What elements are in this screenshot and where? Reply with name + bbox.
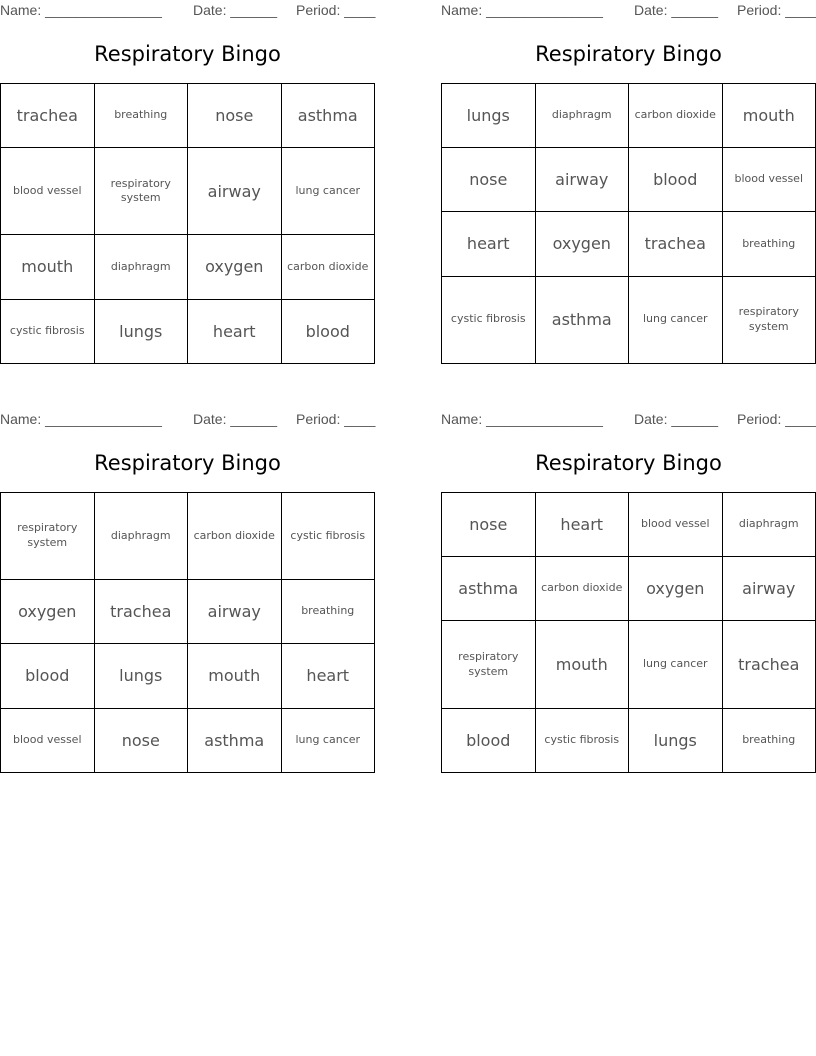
bingo-cell: breathing	[722, 212, 816, 276]
bingo-cell: carbon dioxide	[535, 557, 629, 621]
bingo-cell: blood vessel	[1, 148, 95, 235]
bingo-cell: heart	[281, 644, 375, 708]
bingo-cell: airway	[188, 580, 282, 644]
student-info-row	[441, 2, 816, 20]
bingo-cell: oxygen	[1, 580, 95, 644]
bingo-cell: blood	[281, 299, 375, 363]
bingo-cell: heart	[188, 299, 282, 363]
bingo-grid	[441, 492, 816, 773]
bingo-cell: respiratory system	[1, 493, 95, 580]
bingo-cell: lung cancer	[281, 148, 375, 235]
student-info-row	[0, 411, 380, 429]
bingo-cell: diaphragm	[94, 235, 188, 299]
period-label: Period: ____	[296, 411, 376, 427]
bingo-cell: heart	[442, 212, 536, 276]
name-label: Name: _______________	[0, 2, 162, 18]
bingo-cell: carbon dioxide	[629, 84, 723, 148]
bingo-cell: asthma	[442, 557, 536, 621]
bingo-cell: lung cancer	[281, 708, 375, 772]
bingo-cell: heart	[535, 493, 629, 557]
bingo-cell: blood vessel	[722, 148, 816, 212]
name-label: Name: _______________	[441, 411, 603, 427]
bingo-cell: breathing	[94, 84, 188, 148]
bingo-cell: airway	[535, 148, 629, 212]
bingo-cell: lung cancer	[629, 276, 723, 363]
bingo-cell: airway	[722, 557, 816, 621]
bingo-cell: diaphragm	[535, 84, 629, 148]
bingo-cell: blood	[629, 148, 723, 212]
date-label: Date: ______	[634, 411, 719, 427]
period-label: Period: ____	[737, 2, 816, 18]
bingo-cell: asthma	[535, 276, 629, 363]
bingo-cell: breathing	[722, 708, 816, 772]
bingo-cell: nose	[94, 708, 188, 772]
bingo-cell: oxygen	[535, 212, 629, 276]
bingo-grid	[441, 83, 816, 364]
bingo-cell: nose	[188, 84, 282, 148]
bingo-cell: mouth	[535, 621, 629, 708]
bingo-cell: lungs	[94, 644, 188, 708]
bingo-cell: oxygen	[629, 557, 723, 621]
bingo-grid	[0, 83, 375, 364]
date-label: Date: ______	[634, 2, 719, 18]
card-title: Respiratory Bingo	[94, 451, 281, 475]
bingo-cell: trachea	[722, 621, 816, 708]
period-label: Period: ____	[737, 411, 816, 427]
date-label: Date: ______	[193, 2, 278, 18]
card-title: Respiratory Bingo	[94, 42, 281, 66]
bingo-cell: carbon dioxide	[281, 235, 375, 299]
bingo-cell: diaphragm	[722, 493, 816, 557]
bingo-cell: mouth	[1, 235, 95, 299]
bingo-cell: asthma	[281, 84, 375, 148]
student-info-row	[441, 411, 816, 429]
bingo-cell: blood	[1, 644, 95, 708]
bingo-cell: mouth	[188, 644, 282, 708]
bingo-cell: trachea	[629, 212, 723, 276]
bingo-cell: oxygen	[188, 235, 282, 299]
bingo-cell: nose	[442, 493, 536, 557]
bingo-cell: diaphragm	[94, 493, 188, 580]
bingo-cell: respiratory system	[722, 276, 816, 363]
bingo-cell: nose	[442, 148, 536, 212]
bingo-cell: lungs	[629, 708, 723, 772]
bingo-cell: lungs	[94, 299, 188, 363]
name-label: Name: _______________	[441, 2, 603, 18]
bingo-cell: blood vessel	[629, 493, 723, 557]
card-title: Respiratory Bingo	[535, 42, 722, 66]
bingo-cell: breathing	[281, 580, 375, 644]
bingo-cell: cystic fibrosis	[1, 299, 95, 363]
bingo-cell: respiratory system	[442, 621, 536, 708]
student-info-row	[0, 2, 380, 20]
bingo-cell: respiratory system	[94, 148, 188, 235]
bingo-cell: blood	[442, 708, 536, 772]
bingo-cell: blood vessel	[1, 708, 95, 772]
bingo-cell: lungs	[442, 84, 536, 148]
bingo-cell: trachea	[94, 580, 188, 644]
bingo-cell: trachea	[1, 84, 95, 148]
bingo-cell: mouth	[722, 84, 816, 148]
bingo-cell: asthma	[188, 708, 282, 772]
bingo-cell: cystic fibrosis	[535, 708, 629, 772]
bingo-cell: cystic fibrosis	[442, 276, 536, 363]
bingo-cell: carbon dioxide	[188, 493, 282, 580]
date-label: Date: ______	[193, 411, 278, 427]
bingo-cell: lung cancer	[629, 621, 723, 708]
card-title: Respiratory Bingo	[535, 451, 722, 475]
period-label: Period: ____	[296, 2, 376, 18]
bingo-cell: airway	[188, 148, 282, 235]
name-label: Name: _______________	[0, 411, 162, 427]
bingo-grid	[0, 492, 375, 773]
bingo-cell: cystic fibrosis	[281, 493, 375, 580]
